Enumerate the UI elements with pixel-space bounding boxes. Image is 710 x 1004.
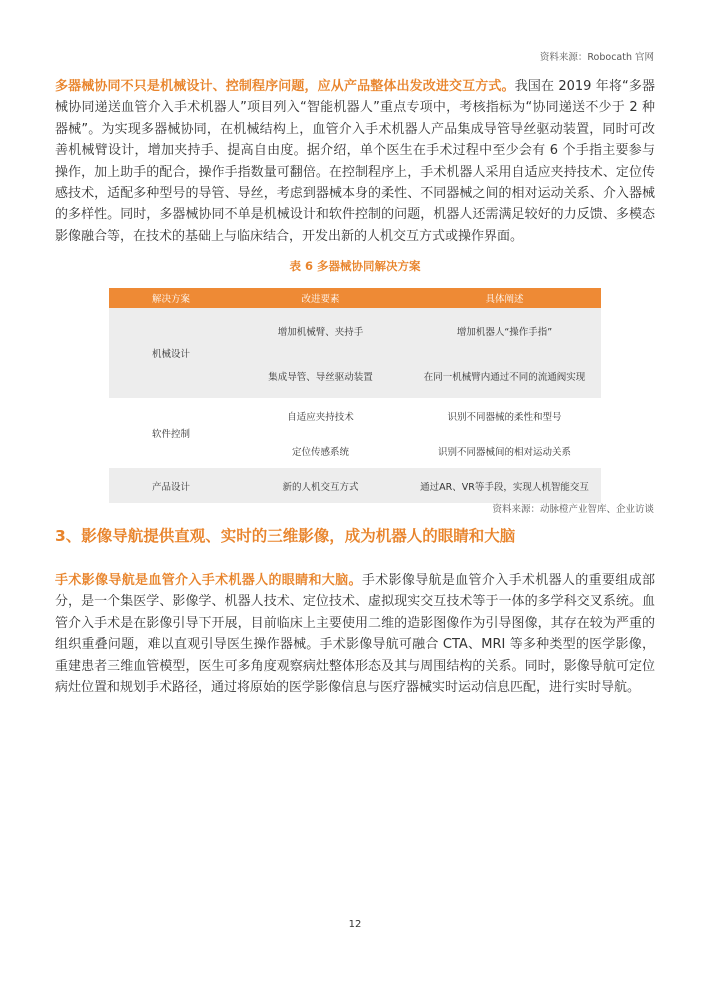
category-cell: 产品设计: [109, 468, 233, 503]
table-title: 表 6 多器械协同解决方案: [289, 259, 421, 273]
element-cell: 集成导管、导丝驱动装置: [233, 353, 408, 398]
intro-highlight: 多器械协同不只是机械设计、控制程序问题，应从产品整体出发改进交互方式。: [55, 79, 515, 94]
detail-cell: 通过AR、VR等手段，实现人机智能交互: [408, 468, 601, 503]
table-header-cell: 解决方案: [109, 288, 233, 308]
section-highlight: 手术影像导航是血管介入手术机器人的眼睛和大脑。: [55, 573, 362, 588]
table-row: [109, 308, 601, 353]
table-header-row: [109, 288, 601, 308]
section-heading: 3、影像导航提供直观、实时的三维影像，成为机器人的眼睛和大脑: [55, 527, 516, 545]
table-header-cell: 具体阐述: [408, 288, 601, 308]
table-group: [109, 468, 601, 503]
table-header-cell: 改进要素: [233, 288, 408, 308]
section-paragraph: [55, 570, 655, 698]
element-cell: 新的人机交互方式: [233, 468, 408, 503]
page-number: 12: [348, 919, 362, 930]
element-cell: 增加机械臂、夹持手: [233, 308, 408, 353]
category-cell: 机械设计: [109, 308, 233, 398]
section-body: 手术影像导航是血管介入手术机器人的重要组成部分，是一个集医学、影像学、机器人技术、定位技术、虚拟现实交互技术等于一体的多学科交叉系统。血管介入手术是在影像引导下开展，目前临床上主要使用二维的造影图像作为引导图像，其存在较为严重的组织重叠问题，难以直观引导医生操作器械。手术影像导航可融合 CTA、MRI 等多种类型的医学影像，重建患者三维血管模型，医生可多角度观察病灶整体形态及其与周围结构的关系。同时，影像导航可定位病灶位置和规划手术路径，通过将原始的医学影像信息与医疗器械实时运动信息匹配，进行实时导航。: [55, 573, 655, 696]
table-row: [109, 468, 601, 503]
table-source-note: 资料来源：动脉橙产业智库、企业访谈: [492, 504, 654, 515]
category-cell: 软件控制: [109, 398, 233, 468]
element-cell: 自适应夹持技术: [233, 398, 408, 433]
detail-cell: 在同一机械臂内通过不同的流通阀实现: [408, 353, 601, 398]
detail-cell: 识别不同器械的柔性和型号: [408, 398, 601, 433]
solutions-table: [109, 288, 601, 503]
intro-paragraph: [55, 76, 655, 247]
header-source-note: 资料来源：Robocath 官网: [539, 52, 654, 63]
detail-cell: 增加机器人“操作手指”: [408, 308, 601, 353]
element-cell: 定位传感系统: [233, 433, 408, 468]
detail-cell: 识别不同器械间的相对运动关系: [408, 433, 601, 468]
intro-body: 我国在 2019 年将“多器械协同递送血管介入手术机器人”项目列入“智能机器人”重点专项中，考核指标为“协同递送不少于 2 种器械”。为实现多器械协同，在机械结构上，血管介入手术机器人产品集成导管导丝驱动装置，同时可改善机械臂设计，增加夹持手、提高自由度。据介绍，单个医生在手术过程中至少会有 6 个手指主要参与操作，加上助手的配合，操作手指数量可翻倍。在控制程序上，手术机器人采用自适应夹持技术、定位传感技术，适配多种型号的导管、导丝，考虑到器械本身的柔性、不同器械之间的相对运动关系、介入器械的多样性。同时，多器械协同不单是机械设计和软件控制的问题，机器人还需满足较好的力反馈、多模态影像融合等，在技术的基础上与临床结合，开发出新的人机交互方式或操作界面。: [55, 79, 655, 244]
table-group: [109, 308, 601, 398]
table-row: [109, 398, 601, 433]
table-group: [109, 398, 601, 468]
